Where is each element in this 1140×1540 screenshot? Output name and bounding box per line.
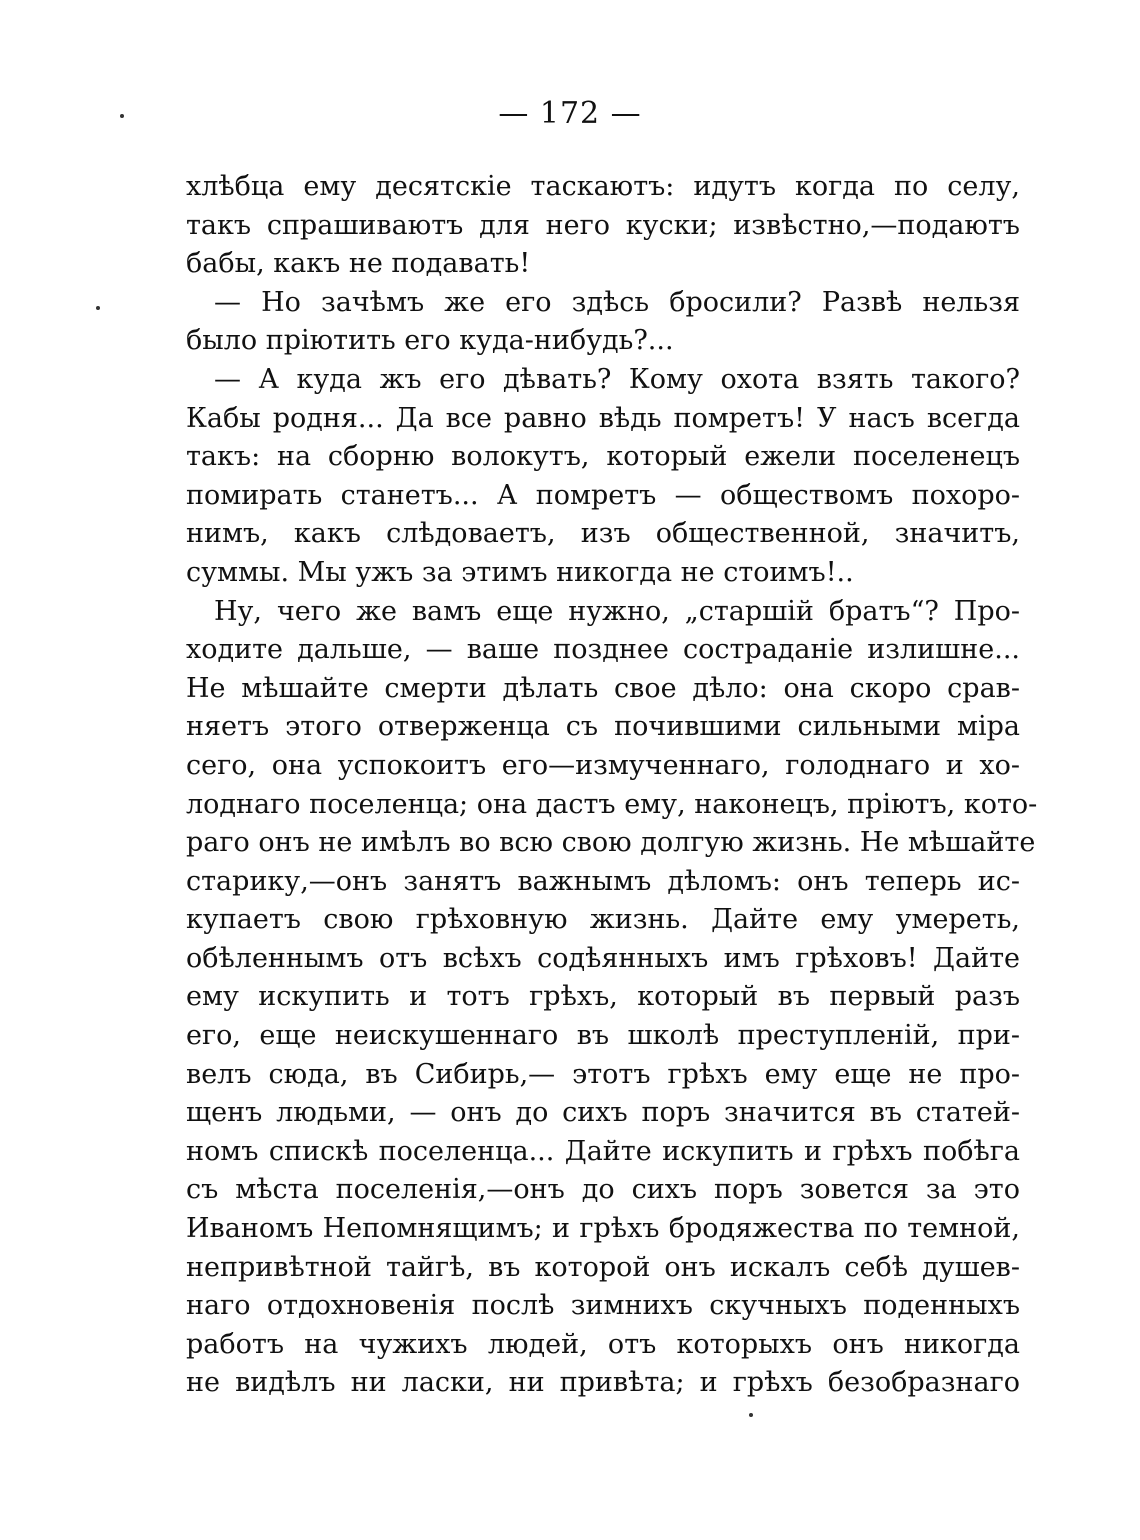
text-line: такъ: на сборню волокутъ, который ежели поселенецъ [186,441,1020,473]
text-line: номъ спискѣ поселенца... Дайте искупить и грѣхъ побѣга [186,1135,1020,1167]
text-line: бабы, какъ не подавать! [186,248,531,280]
text-line: хлѣбца ему десятскіе таскаютъ: идутъ когда по селу, [186,171,1020,202]
text-line: обѣленнымъ отъ всѣхъ содѣянныхъ имъ грѣховъ! Дайте [186,942,1020,974]
text-line: суммы. Мы ужъ за этимъ никогда не стоимъ!.. [186,556,854,588]
text-line: лоднаго поселенца; она дастъ ему, наконецъ, пріютъ, кото- [186,788,1038,820]
scan-speck [96,306,100,310]
text-line: наго отдохновенія послѣ зимнихъ скучныхъ поденныхъ [186,1290,1020,1322]
text-line: сего, она успокоитъ его—измученнаго, голоднаго и хо- [186,749,1020,781]
text-line: ходите дальше, — ваше позднее состраданіе излишне... [186,634,1020,666]
scan-speck [120,114,124,118]
text-line: было пріютить его куда-нибудь?... [186,325,674,357]
text-line: Кабы родня... Да все равно вѣдь помретъ! У насъ всегда [186,402,1020,434]
text-line: непривѣтной тайгѣ, въ которой онъ искалъ себѣ душев- [186,1251,1020,1283]
text-line: нимъ, какъ слѣдоваетъ, изъ общественной, значитъ, [186,518,1020,550]
text-line: раго онъ не имѣлъ во всю свою долгую жизнь. Не мѣшайте [186,827,1036,859]
text-line: ему искупить и тотъ грѣхъ, который въ первый разъ [186,981,1020,1013]
text-line: няетъ этого отверженца съ почившими сильными міра [186,711,1020,743]
scan-speck [749,1413,753,1417]
text-line: велъ сюда, въ Сибирь,— этотъ грѣхъ ему еще не про- [186,1058,1020,1090]
text-line: — А куда жъ его дѣвать? Кому охота взять такого? [214,363,1020,395]
text-line: щенъ людьми, — онъ до сихъ поръ значится въ статей- [186,1097,1020,1129]
text-line: такъ спрашиваютъ для него куски; извѣстно,—подаютъ [186,209,1020,241]
text-line: — Но зачѣмъ же его здѣсь бросили? Развѣ нельзя [214,286,1020,318]
body-text [186,168,1038,1403]
text-line: съ мѣста поселенія,—онъ до сихъ поръ зовется за это [186,1174,1020,1206]
text-line: Не мѣшайте смерти дѣлать свое дѣло: она скоро срав- [186,672,1020,704]
page-number: — 172 — [498,96,642,131]
text-line: купаетъ свою грѣховную жизнь. Дайте ему умереть, [186,904,1020,936]
text-line: работъ на чужихъ людей, отъ которыхъ онъ никогда [186,1328,1020,1360]
text-line: помирать станетъ... А помретъ — обществомъ похоро- [186,479,1020,511]
text-line: Иваномъ Непомнящимъ; и грѣхъ бродяжества по темной, [186,1213,1020,1245]
text-line: его, еще неискушеннаго въ школѣ преступленій, при- [186,1020,1020,1052]
text-line: старику,—онъ занятъ важнымъ дѣломъ: онъ теперь ис- [186,865,1020,897]
text-line: Ну, чего же вамъ еще нужно, „старшій братъ“? Про- [214,595,1020,627]
text-line: не видѣлъ ни ласки, ни привѣта; и грѣхъ безобразнаго [186,1367,1020,1399]
